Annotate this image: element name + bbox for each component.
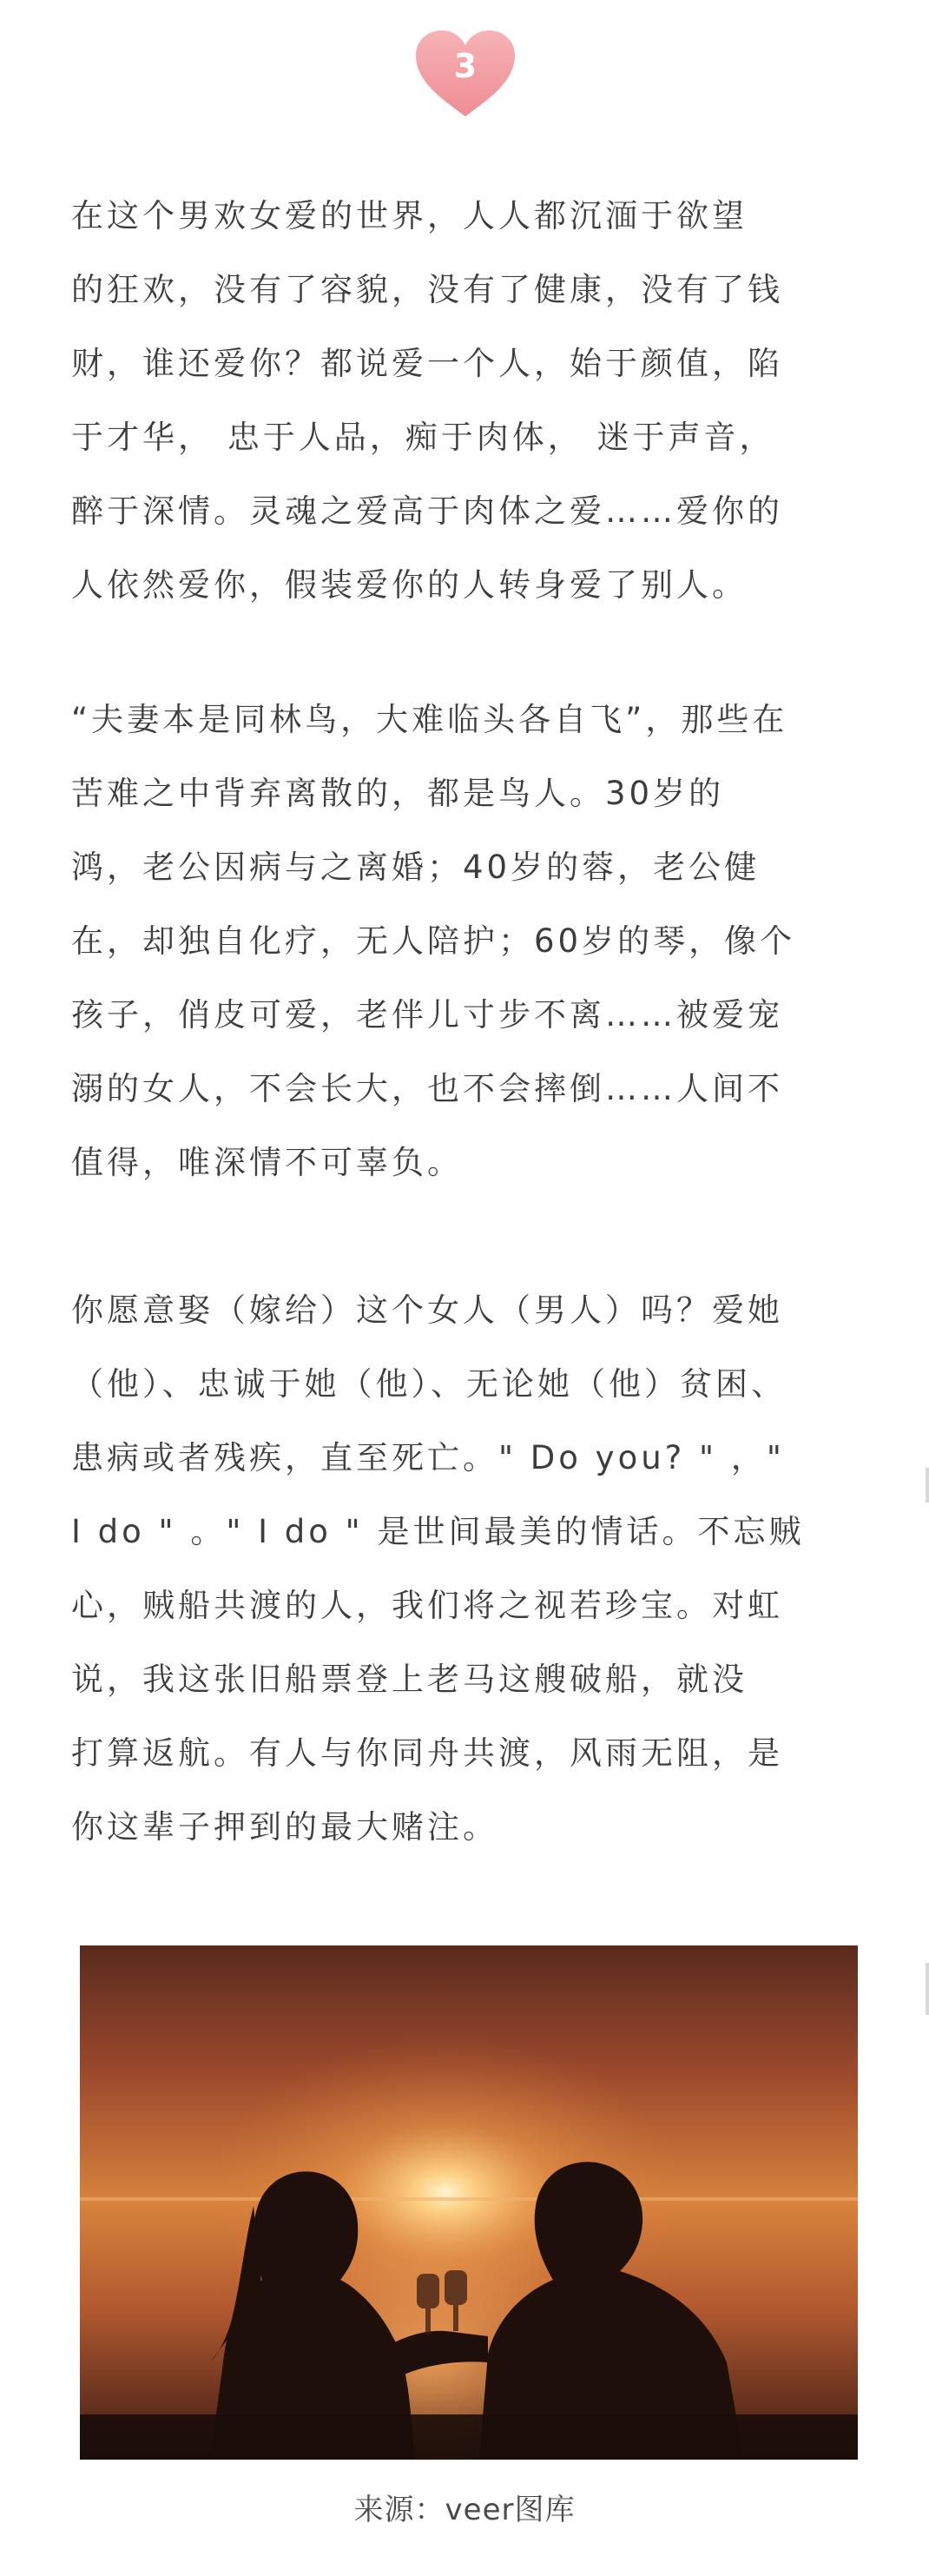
paragraph-line: 人依然爱你，假装爱你的人转身爱了别人。 [71,566,748,604]
paragraph-line: I do " 。" I do " 是世间最美的情话。不忘贼 [71,1513,805,1550]
paragraph-line: 孩子，俏皮可爱，老伴儿寸步不离……被爱宠 [71,996,783,1034]
paragraph-line: 你这辈子押到的最大赌注。 [71,1808,498,1846]
photo-caption: 来源：veer图库 [353,2493,576,2527]
edge-divider [926,1468,929,1503]
paragraph-3 [71,1273,858,1864]
edge-divider [926,1963,929,2015]
paragraph-line: 苦难之中背弃离散的，都是鸟人。30岁的 [71,775,725,812]
paragraph-line: 鸿，老公因病与之离婚；40岁的蓉，老公健 [71,849,761,886]
paragraph-line: （他）、忠诚于她（他）、无论她（他）贫困、 [71,1365,787,1403]
paragraph-line: 在这个男欢女爱的世界，人人都沉湎于欲望 [71,197,748,234]
section-number: 3 [453,47,478,85]
paragraph-1 [71,179,858,622]
paragraph-line: 醉于深情。灵魂之爱高于肉体之爱……爱你的 [71,492,783,530]
paragraph-line: 打算返航。有人与你同舟共渡，风雨无阻，是 [71,1734,783,1772]
paragraph-line: 在，却独自化疗，无人陪护；60岁的琴，像个 [71,922,796,960]
sunset-silhouette-image [80,1945,858,2460]
paragraph-line: 于才华， 忠于人品，痴于肉体， 迷于声音， [71,419,775,456]
couple-sunset-photo [80,1945,858,2460]
paragraph-line: 的狂欢，没有了容貌，没有了健康，没有了钱 [71,271,783,308]
paragraph-line: 患病或者残疾，直至死亡。" Do you? " ，" [71,1439,785,1476]
paragraph-line: 溺的女人，不会长大，也不会摔倒……人间不 [71,1070,783,1107]
paragraph-line: 心，贼船共渡的人，我们将之视若珍宝。对虹 [71,1587,783,1624]
section-number-heart-icon [412,28,518,120]
paragraph-line: 你愿意娶（嫁给）这个女人（男人）吗？爱她 [71,1291,783,1329]
paragraph-line: 说，我这张旧船票登上老马这艘破船，就没 [71,1661,748,1698]
paragraph-2 [71,683,858,1199]
paragraph-line: 值得，唯深情不可辜负。 [71,1144,463,1181]
paragraph-line: “夫妻本是同林鸟，大难临头各自飞”，那些在 [71,701,788,738]
paragraph-line: 财，谁还爱你？都说爱一个人，始于颜值，陷 [71,345,783,382]
